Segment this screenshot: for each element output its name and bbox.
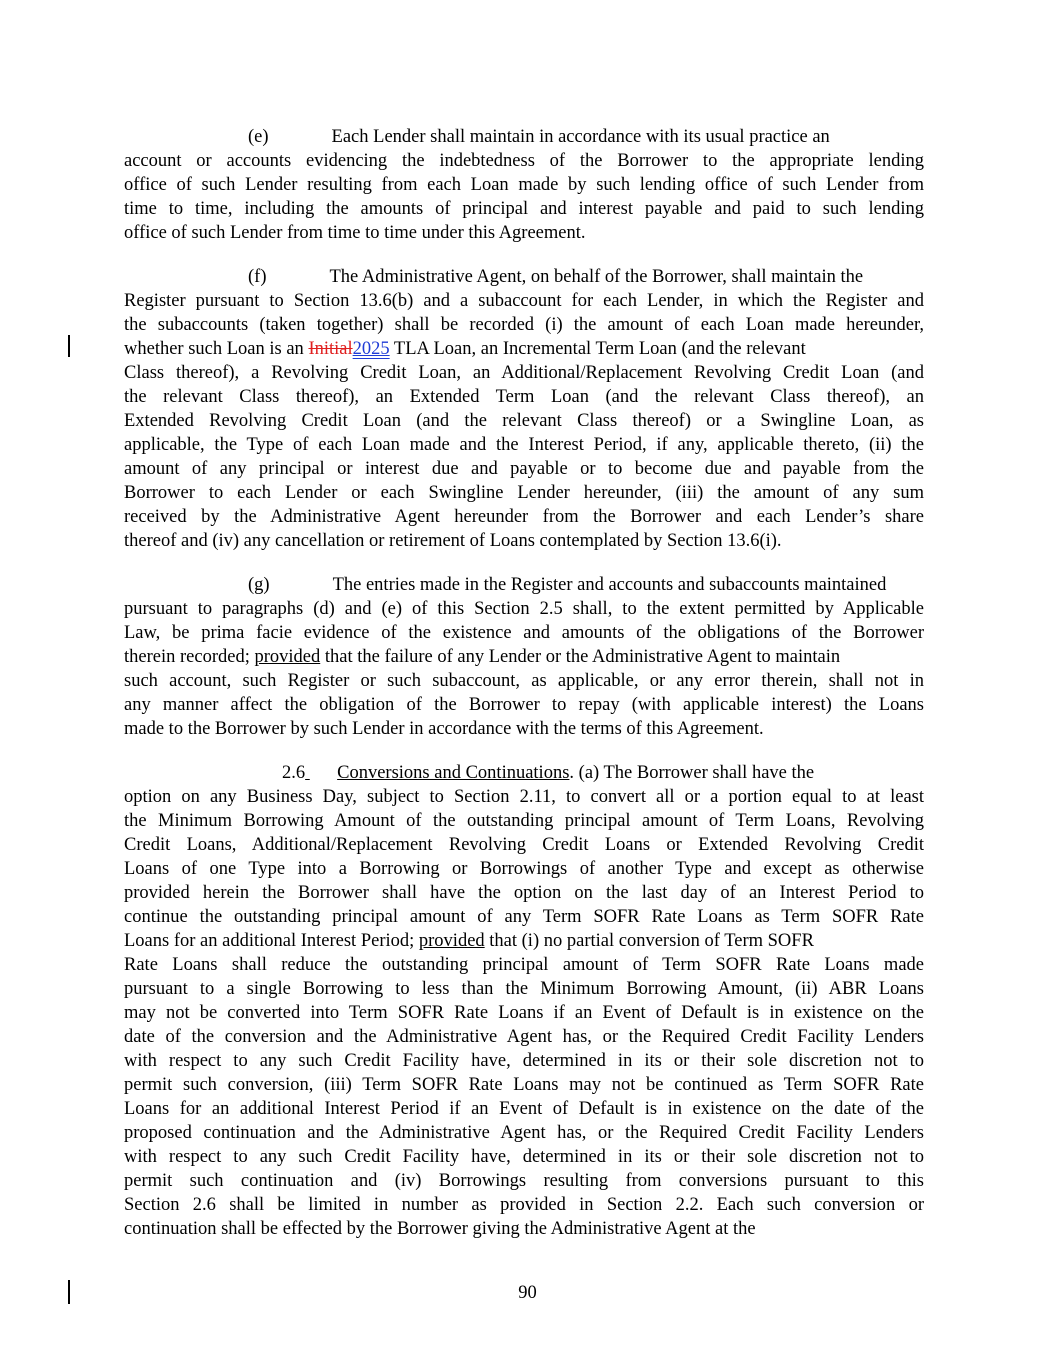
para-f-line-1 [248,265,924,289]
para-f-line-4-pre: whether such Loan is an [124,339,309,359]
section-2-6-line-8 [124,929,924,953]
section-2-6-line-7: continue the outstanding principal amount of any Term SOFR Rate Loans as Term SOFR Rate [124,907,924,927]
para-f-text: The Administrative Agent, on behalf of the Borrower, shall maintain the [329,267,864,287]
para-f-line-4 [124,337,924,361]
section-2-6-line-13: with respect to any such Credit Facility have, determined in its or their sole discretion not to [124,1051,924,1071]
section-2-6-line-8-pre: Loans for an additional Interest Period; [124,931,419,951]
section-2-6-line-14: permit such conversion, (iii) Term SOFR Rate Loans may not be continued as Term SOFR Rate [124,1075,924,1095]
para-g-line-2: pursuant to paragraphs (d) and (e) of this Section 2.5 shall, to the extent permitted by Applicable [124,599,924,619]
deleted-text: Initial [308,339,353,359]
para-f-line-12: thereof and (iv) any cancellation or retirement of Loans contemplated by Section 13.6(i). [124,531,782,551]
para-g-line-7: made to the Borrower by such Lender in accordance with the terms of this Agreement. [124,719,764,739]
provided-term-2: provided [418,931,485,951]
para-e-line-2: account or accounts evidencing the indebtedness of the Borrower to the appropriate lending [124,151,924,171]
section-2-6-line-17: with respect to any such Credit Facility have, determined in its or their sole discretion not to [124,1147,924,1167]
para-g-label: (g) [248,575,270,595]
para-f-line-3: the subaccounts (taken together) shall be recorded (i) the amount of each Loan made hereunder, [124,315,924,335]
para-f-line-9: amount of any principal or interest due and payable or to become due and payable from the [124,459,924,479]
section-2-6-line-20: continuation shall be effected by the Borrower giving the Administrative Agent at the [124,1219,756,1239]
para-e-text: Each Lender shall maintain in accordance with its usual practice an [331,127,830,147]
section-2-6-line-8-post: that (i) no partial conversion of Term SOFR [484,931,814,951]
section-title: Conversions and Continuations [337,763,570,783]
section-2-6-line-4: Credit Loans, Additional/Replacement Revolving Credit Loans or Extended Revolving Credit [124,835,924,855]
section-2-6-line-16: proposed continuation and the Administrative Agent has, or the Required Credit Facility Lenders [124,1123,924,1143]
section-2-6-line-5: Loans of one Type into a Borrowing or Borrowings of another Type and except as otherwise [124,859,924,879]
para-f-line-10: Borrower to each Lender or each Swingline Lender hereunder, (iii) the amount of any sum [124,483,924,503]
page-number: 90 [518,1283,537,1303]
para-g-line-4 [124,645,924,669]
section-2-6-line-10: pursuant to a single Borrowing to less than the Minimum Borrowing Amount, (ii) ABR Loans [124,979,924,999]
para-g-line-5: such account, such Register or such subaccount, as applicable, or any error therein, shall not in [124,671,924,691]
para-f-line-7: Extended Revolving Credit Loan (and the relevant Class thereof) or a Swingline Loan, as [124,411,924,431]
para-e-line-1 [248,125,924,149]
para-g-line-4-post: that the failure of any Lender or the Administrative Agent to maintain [320,647,841,667]
para-e-label: (e) [248,127,269,147]
para-e-line-3: office of such Lender resulting from each Loan made by such lending office of such Lender from [124,175,924,195]
para-f-line-8: applicable, the Type of each Loan made and the Interest Period, if any, applicable thereto, (ii) the [124,435,924,455]
section-number: 2.6 [282,763,306,783]
para-g-text: The entries made in the Register and accounts and subaccounts maintained [332,575,887,595]
para-f-line-11: received by the Administrative Agent hereunder from the Borrower and each Lender’s share [124,507,924,527]
section-2-6-line-9: Rate Loans shall reduce the outstanding principal amount of Term SOFR Rate Loans made [124,955,924,975]
para-g-line-1 [248,573,924,597]
section-2-6-line-1-post: . (a) The Borrower shall have the [569,763,815,783]
section-2-6-line-6: provided herein the Borrower shall have the option on the last day of an Interest Period to [124,883,924,903]
para-g-line-4-pre: therein recorded; [124,647,255,667]
section-2-6-line-11: may not be converted into Term SOFR Rate Loans if an Event of Default is in existence on the [124,1003,924,1023]
inserted-text: 2025 [352,339,390,359]
para-f-line-6: the relevant Class thereof), an Extended Term Loan (and the relevant Class thereof), an [124,387,924,407]
section-2-6-line-18: permit such continuation and (iv) Borrowings resulting from conversions pursuant to this [124,1171,924,1191]
change-bar-revision [68,335,70,357]
para-f-line-2: Register pursuant to Section 13.6(b) and a subaccount for each Lender, in which the Register and [124,291,924,311]
para-f-line-4-post: TLA Loan, an Incremental Term Loan (and the relevant [389,339,806,359]
para-g-line-6: any manner affect the obligation of the Borrower to repay (with applicable interest) the Loans [124,695,924,715]
provided-term: provided [254,647,321,667]
para-e-line-5: office of such Lender from time to time under this Agreement. [124,223,586,243]
section-2-6-line-12: date of the conversion and the Administrative Agent has, or the Required Credit Facility Lenders [124,1027,924,1047]
section-2-6-line-15: Loans for an additional Interest Period if an Event of Default is in existence on the date of the [124,1099,924,1119]
para-f-label: (f) [248,267,267,287]
section-2-6-line-3: the Minimum Borrowing Amount of the outstanding principal amount of Term Loans, Revolving [124,811,924,831]
section-2-6-line-19: Section 2.6 shall be limited in number as provided in Section 2.2. Each such conversion or [124,1195,924,1215]
para-f-line-5: Class thereof), a Revolving Credit Loan, an Additional/Replacement Revolving Credit Loan (and [124,363,924,383]
para-e-line-4: time to time, including the amounts of principal and interest payable and paid to such lending [124,199,924,219]
section-2-6-line-2: option on any Business Day, subject to Section 2.11, to convert all or a portion equal to at least [124,787,924,807]
para-g-line-3: Law, be prima facie evidence of the existence and amounts of the obligations of the Borrower [124,623,924,643]
section-2-6-heading-line [282,761,924,785]
